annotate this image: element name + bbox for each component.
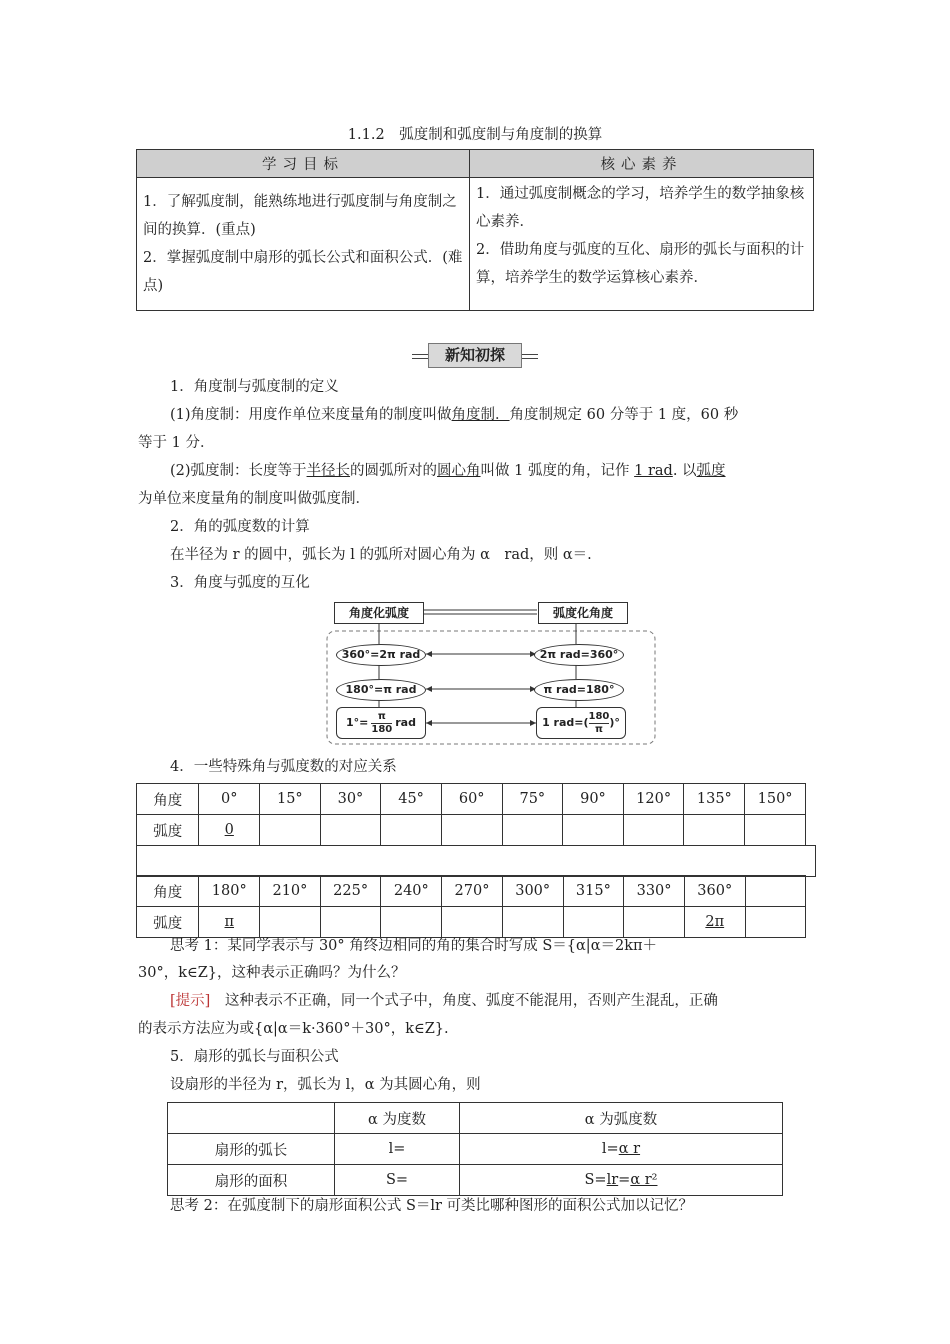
table-row: 扇形的面积 S= S=lr=α r² bbox=[168, 1165, 783, 1196]
objective-2: 2．掌握弧度制中扇形的弧长公式和面积公式．(难点) bbox=[143, 250, 463, 294]
objectives-cell bbox=[137, 178, 470, 311]
eq-360-deg: 360°=2π rad bbox=[336, 644, 426, 666]
literacy-2: 2．借助角度与弧度的互化、扇形的弧长与面积的计算，培养学生的数学运算核心素养． bbox=[476, 242, 805, 286]
sector-formula-table bbox=[167, 1102, 783, 1196]
table-row: 弧度 π 2π bbox=[137, 907, 806, 938]
conversion-diagram bbox=[326, 600, 656, 746]
objectives-header: 学习目标 bbox=[137, 150, 470, 178]
s1-heading: 1．角度制与弧度制的定义 bbox=[170, 379, 339, 395]
table-row: 弧度 0 bbox=[137, 815, 806, 846]
page-title: 1.1.2 弧度制和弧度制与角度制的换算 bbox=[347, 127, 603, 143]
deg-to-rad-title: 角度化弧度 bbox=[334, 602, 424, 624]
eq-2pi-rad: 2π rad=360° bbox=[534, 644, 624, 666]
s5-heading: 5．扇形的弧长与面积公式 bbox=[170, 1049, 339, 1065]
eq-1-deg: 1°= $\frac{\pi}{180}$ rad bbox=[336, 707, 426, 739]
think1-question-cont: 30°，k∈Z}，这种表示正确吗？为什么？ bbox=[138, 965, 406, 981]
s1-p2: (2)弧度制：长度等于半径长的圆弧所对的圆心角叫做 1 弧度的角，记作 1 rad. 以弧度 bbox=[170, 463, 726, 479]
hint-label: [提示] bbox=[170, 993, 211, 1009]
table-row: 角度 0° 15° 30° 45° 60° 75° 90° 120° 135° 150° bbox=[137, 784, 806, 815]
rad-to-deg-title: 弧度化角度 bbox=[538, 602, 628, 624]
s2-heading: 2．角的弧度数的计算 bbox=[170, 519, 310, 535]
think2-question: 思考 2：在弧度制下的扇形面积公式 S＝lr 可类比哪种图形的面积公式加以记忆？ bbox=[170, 1198, 694, 1214]
s3-heading: 3．角度与弧度的互化 bbox=[170, 575, 310, 591]
special-angles-table-1 bbox=[136, 783, 806, 846]
special-angles-table-2 bbox=[136, 875, 806, 938]
table-row: 角度 180° 210° 225° 240° 270° 300° 315° 330° 360° bbox=[137, 876, 806, 907]
table-row: α 为度数 α 为弧度数 bbox=[168, 1103, 783, 1134]
table-row: 扇形的弧长 l= l=α r bbox=[168, 1134, 783, 1165]
think1-answer: [提示] 这种表示不正确，同一个式子中，角度、弧度不能混用，否则产生混乱，正确 bbox=[170, 993, 718, 1009]
s2-text: 在半径为 r 的圆中，弧长为 l 的弧所对圆心角为 α rad，则 α＝. bbox=[170, 547, 592, 563]
think1-answer-cont: 的表示方法应为或{α|α＝k·360°＋30°，k∈Z}. bbox=[138, 1021, 449, 1037]
banner-label: 新知初探 bbox=[428, 343, 522, 368]
s1-p1-cont: 等于 1 分． bbox=[138, 435, 215, 451]
s1-p1: (1)角度制：用度作单位来度量角的制度叫做角度制．角度制规定 60 分等于 1 度，60 秒 bbox=[170, 407, 739, 423]
section-banner bbox=[412, 343, 538, 367]
s1-p2-cont: 为单位来度量角的制度叫做弧度制． bbox=[138, 491, 370, 507]
objective-1: 1．了解弧度制，能熟练地进行弧度制与角度制之间的换算．(重点) bbox=[143, 194, 457, 238]
s5-text: 设扇形的半径为 r，弧长为 l，α 为其圆心角，则 bbox=[170, 1077, 481, 1093]
eq-1-rad: 1 rad=( $\frac{180}{\pi}$ )° bbox=[536, 707, 626, 739]
literacy-cell bbox=[470, 178, 814, 311]
eq-pi-rad: π rad=180° bbox=[534, 679, 624, 701]
objectives-table bbox=[136, 149, 814, 311]
table-gap-row bbox=[136, 845, 816, 877]
literacy-1: 1．通过弧度制概念的学习，培养学生的数学抽象核心素养． bbox=[476, 186, 805, 230]
eq-180-deg: 180°=π rad bbox=[336, 679, 426, 701]
literacy-header: 核心素养 bbox=[470, 150, 814, 178]
s4-heading: 4．一些特殊角与弧度数的对应关系 bbox=[170, 759, 397, 775]
think1-question: 思考 1：某同学表示与 30° 角终边相同的角的集合时写成 S＝{α|α＝2kπ＋ bbox=[170, 938, 658, 954]
